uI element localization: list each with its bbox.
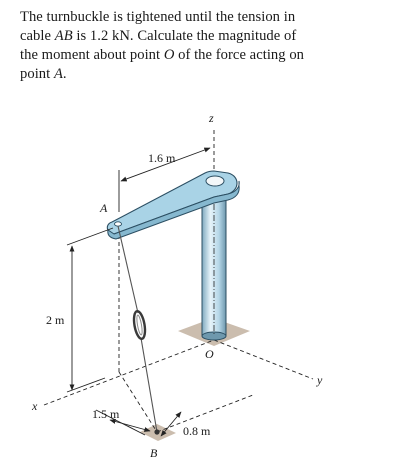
problem-line-4: point A. [20,66,67,82]
label-dim-y: 0.8 m [183,424,211,438]
label-b: B [150,446,158,460]
arm-top-hole [206,176,224,186]
point-a-hole [115,222,122,226]
cable-a-to-turnbuckle [118,226,138,313]
ground-line-a-to-b [119,372,157,432]
axis-lines [44,130,313,432]
label-y: y [317,373,323,387]
problem-line-1: The turnbuckle is tightened until the tension in [20,9,296,25]
label-o: O [205,347,214,361]
label-dim-height: 2 m [46,313,65,327]
anchor-b [154,429,159,434]
label-a: A [100,201,108,215]
turnbuckle [132,310,147,339]
x-axis-line [44,340,214,405]
problem-line-3: the moment about point O of the force acting on [20,47,305,63]
cable-turnbuckle-to-b [141,338,157,432]
problem-line-2: cable AB is 1.2 kN. Calculate the magnitude of [20,28,297,44]
label-dim-x: 1.5 m [92,407,120,421]
dim-2m [67,228,113,392]
label-dim-arm: 1.6 m [148,151,176,165]
label-x: x [32,399,38,413]
label-z: z [209,111,214,125]
y-axis-line [214,340,313,379]
